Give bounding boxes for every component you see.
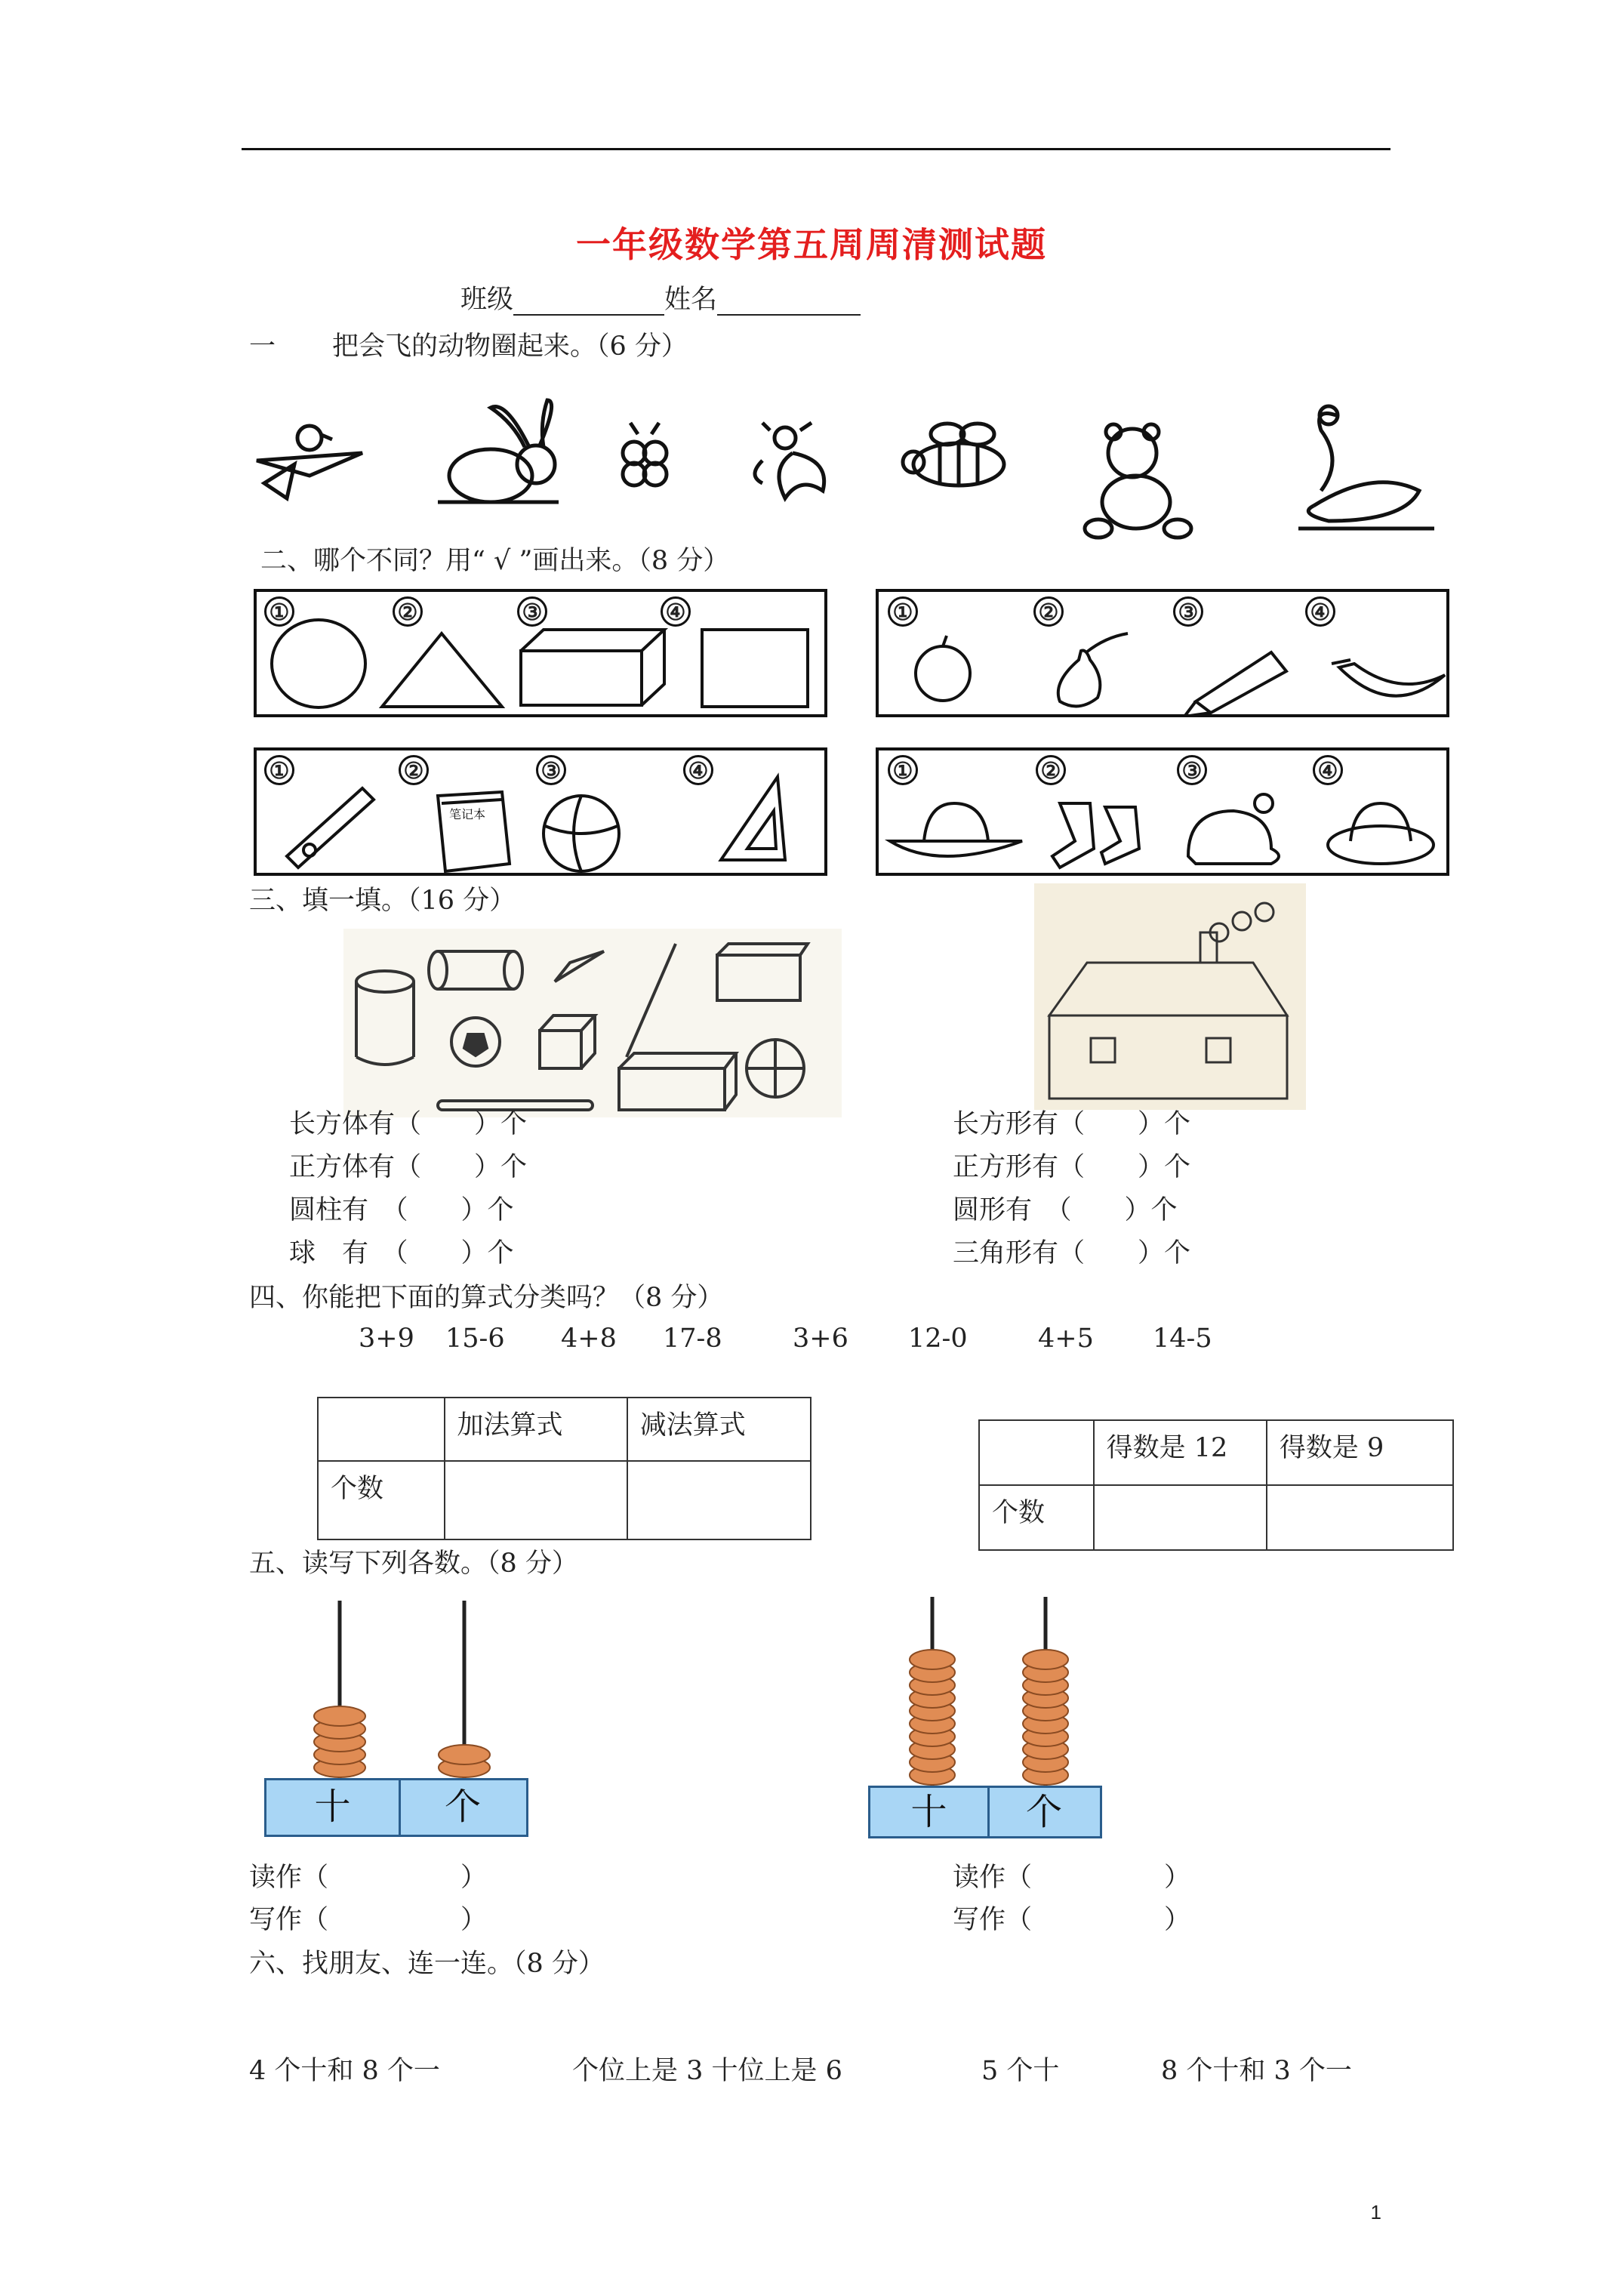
table1-row-label: 个数 — [318, 1461, 445, 1539]
ones-bead — [439, 1745, 490, 1764]
square-icon — [702, 630, 808, 707]
option-2[interactable]: ② — [393, 596, 423, 627]
table1-cell-add[interactable] — [445, 1461, 627, 1539]
shapes-box-1 — [254, 589, 827, 717]
expr-6: 12-0 — [908, 1324, 968, 1354]
table-add-sub — [317, 1397, 812, 1540]
write-as-2: 写作（ ） — [953, 1905, 1191, 1935]
socks-icon — [1052, 803, 1139, 868]
solids-picture — [343, 929, 842, 1117]
set-square-icon — [721, 777, 785, 860]
write-as-1: 写作（ ） — [249, 1905, 488, 1935]
pear-icon — [1058, 633, 1128, 706]
fill-right-4: 三角形有（ ）个 — [953, 1238, 1191, 1268]
class-label: 班级 — [460, 285, 514, 315]
notebook-icon — [438, 792, 510, 871]
ball-icon — [544, 796, 619, 871]
page-number: 1 — [1370, 2201, 1381, 2224]
rabbit-icon — [438, 400, 559, 502]
circle-icon — [272, 620, 365, 707]
expr-2: 15-6 — [445, 1324, 505, 1354]
option-4[interactable]: ④ — [1313, 755, 1343, 785]
section5-heading: 五、读写下列各数。（8 分） — [249, 1549, 578, 1579]
table1-corner — [318, 1398, 445, 1461]
page-title: 一年级数学第五周周清测试题 — [576, 224, 1047, 265]
abacus-1 — [264, 1593, 536, 1835]
tens-label: 十 — [870, 1788, 990, 1836]
match-item-1[interactable]: 4 个十和 8 个一 — [249, 2056, 440, 2086]
tens-bead — [314, 1706, 365, 1726]
ruler-icon — [287, 788, 374, 868]
objects-box-4 — [876, 747, 1449, 876]
cap-icon — [1188, 794, 1279, 864]
fill-left-3: 圆柱有 （ ）个 — [289, 1195, 514, 1225]
expr-1: 3+9 — [359, 1324, 414, 1354]
class-blank[interactable] — [513, 287, 664, 316]
banana-icon — [1332, 660, 1445, 696]
option-4[interactable]: ④ — [661, 596, 691, 627]
triangle-icon — [382, 633, 502, 707]
option-2[interactable]: ② — [1036, 755, 1066, 785]
option-2[interactable]: ② — [399, 755, 429, 785]
table2-cell-9[interactable] — [1267, 1485, 1453, 1550]
option-4[interactable]: ④ — [1305, 596, 1335, 627]
table1-cell-sub[interactable] — [627, 1461, 811, 1539]
section6-heading: 六、找朋友、连一连。（8 分） — [249, 1949, 605, 1979]
bird2-icon — [755, 423, 824, 498]
apple-icon — [916, 636, 970, 701]
option-2[interactable]: ② — [1033, 596, 1064, 627]
table1-header-add: 加法算式 — [445, 1398, 627, 1461]
section1-number: 一 — [249, 331, 276, 362]
section3-heading: 三、填一填。（16 分） — [249, 886, 516, 916]
option-3[interactable]: ③ — [517, 596, 547, 627]
house-picture — [1034, 883, 1306, 1110]
abacus-1-base — [264, 1778, 528, 1837]
basketball-icon — [747, 1040, 804, 1097]
option-1[interactable]: ① — [888, 755, 918, 785]
ones-bead — [1023, 1650, 1068, 1669]
expr-3: 4+8 — [561, 1324, 617, 1354]
expr-8: 14-5 — [1153, 1324, 1212, 1354]
table2-row-label: 个数 — [979, 1485, 1094, 1550]
top-rule — [242, 148, 1390, 150]
ones-label: 个 — [1025, 1791, 1062, 1833]
option-1[interactable]: ① — [888, 596, 918, 627]
abacus-2-base — [868, 1786, 1102, 1838]
name-blank[interactable] — [717, 287, 861, 316]
straw-hat-icon — [1328, 803, 1434, 864]
bear-icon — [1085, 424, 1191, 538]
hat-icon — [890, 803, 1022, 856]
match-item-2[interactable]: 个位上是 3 十位上是 6 — [572, 2056, 842, 2086]
section1-heading: 把会飞的动物圈起来。（6 分） — [332, 331, 688, 362]
table2-header-12: 得数是 12 — [1094, 1420, 1267, 1485]
fill-right-2: 正方形有（ ）个 — [953, 1152, 1191, 1182]
abacus-2 — [868, 1589, 1110, 1838]
table1-header-sub: 减法算式 — [627, 1398, 811, 1461]
option-1[interactable]: ① — [264, 596, 294, 627]
butterfly-icon — [623, 423, 667, 485]
fill-left-2: 正方体有（ ）个 — [289, 1152, 528, 1182]
expr-5: 3+6 — [793, 1324, 848, 1354]
pencil-icon — [1184, 652, 1286, 714]
table-results — [978, 1419, 1454, 1551]
expr-4: 17-8 — [663, 1324, 722, 1354]
option-3[interactable]: ③ — [1173, 596, 1203, 627]
animals-row — [242, 393, 1449, 544]
expr-7: 4+5 — [1038, 1324, 1094, 1354]
notebook-label: 笔记本 — [449, 807, 486, 821]
option-3[interactable]: ③ — [536, 755, 566, 785]
table2-corner — [979, 1420, 1094, 1485]
tens-label: 十 — [266, 1780, 401, 1835]
fill-left-1: 长方体有（ ）个 — [289, 1109, 528, 1139]
fill-left-4: 球 有 （ ）个 — [289, 1238, 514, 1268]
fill-right-1: 长方形有（ ）个 — [953, 1109, 1191, 1139]
fill-right-3: 圆形有 （ ）个 — [953, 1195, 1178, 1225]
ones-label: 个 — [444, 1786, 481, 1828]
objects-box-3 — [254, 747, 827, 876]
cuboid-icon — [521, 630, 664, 705]
option-1[interactable]: ① — [264, 755, 294, 785]
match-item-3[interactable]: 5 个十 — [981, 2056, 1060, 2086]
name-label: 姓名 — [664, 285, 718, 315]
match-item-4[interactable]: 8 个十和 3 个一 — [1161, 2056, 1352, 2086]
read-as-1: 读作（ ） — [249, 1863, 488, 1893]
option-4[interactable]: ④ — [683, 755, 713, 785]
table2-header-9: 得数是 9 — [1267, 1420, 1453, 1485]
bee-icon — [903, 424, 1004, 485]
bird-icon — [257, 426, 362, 498]
swan-icon — [1298, 406, 1434, 529]
option-3[interactable]: ③ — [1177, 755, 1207, 785]
header-line — [460, 284, 861, 316]
section2-heading: 二、哪个不同？用“ √ ”画出来。（8 分） — [260, 546, 730, 576]
abacus-1-rods — [264, 1593, 536, 1782]
section4-heading: 四、你能把下面的算式分类吗？（8 分） — [249, 1283, 724, 1313]
table2-cell-12[interactable] — [1094, 1485, 1267, 1550]
shapes-box-2 — [876, 589, 1449, 717]
tens-bead — [910, 1650, 955, 1669]
read-as-2: 读作（ ） — [953, 1863, 1191, 1893]
abacus-2-rods — [868, 1589, 1110, 1786]
